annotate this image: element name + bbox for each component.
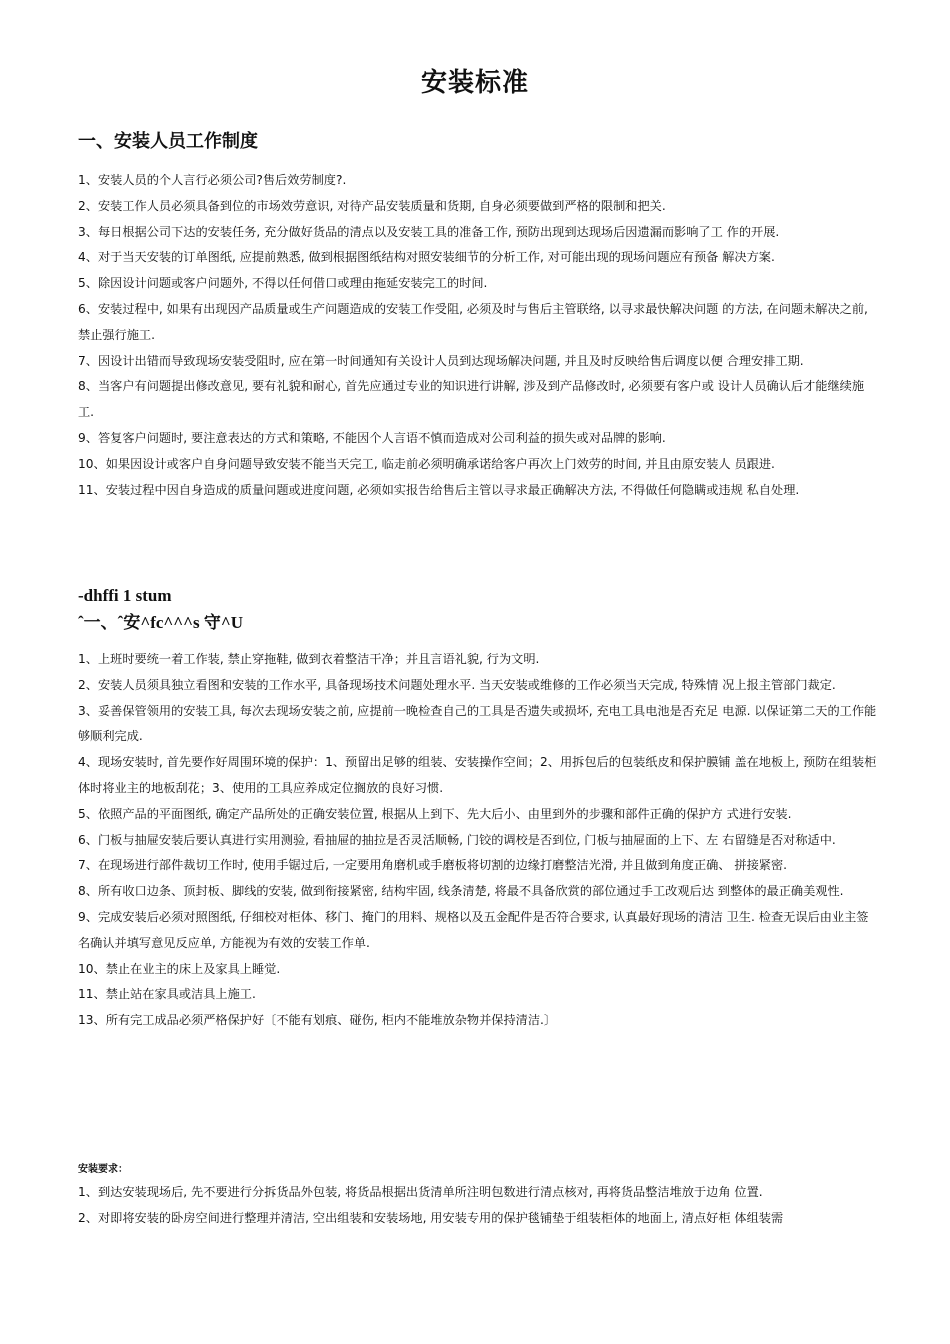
list-item: 3、妥善保管领用的安装工具, 每次去现场安装之前, 应提前一晚检查自己的工具是否遗失或损坏, 充电工具电池是否充足 电源. 以保证第二天的工作能够顺利完成. bbox=[78, 703, 877, 744]
list-item: 8、当客户有问题提出修改意见, 要有礼貌和耐心, 首先应通过专业的知识进行讲解, 涉及到产品修改时, 必须要有客户或 设计人员确认后才能继续施工. bbox=[78, 379, 865, 420]
list-item: 9、完成安装后必须对照图纸, 仔细校对柜体、移门、掩门的用料、规格以及五金配件是否符合要求, 认真最好现场的清洁 卫生. 检查无误后由业主签名确认并填写意见反应单, 方能视为有效的安装工作单. bbox=[78, 909, 869, 950]
list-item: 13、所有完工成品必须严格保护好〔不能有划痕、碰伤, 柜内不能堆放杂物并保持清洁.〕 bbox=[78, 1013, 557, 1028]
list-item: 10、如果因设计或客户自身问题导致安装不能当天完工, 临走前必须明确承诺给客户再次上门效劳的时间, 并且由原安装人 员跟进. bbox=[78, 456, 775, 471]
list-item: 4、对于当天安装的订单图纸, 应提前熟悉, 做到根据图纸结构对照安装细节的分析工作, 对可能出现的现场问题应有预备 解决方案. bbox=[78, 250, 775, 265]
section-1-heading: 一、安装人员工作制度 bbox=[78, 131, 258, 152]
list-item: 1、到达安装现场后, 先不要进行分拆货品外包装, 将货品根据出货清单所注明包数进行清点核对, 再将货品整洁堆放于边角 位置. bbox=[78, 1185, 763, 1199]
list-item: 5、除因设计问题或客户问题外, 不得以任何借口或理由拖延安装完工的时间. bbox=[78, 276, 488, 291]
list-item: 11、安装过程中因自身造成的质量问题或进度问题, 必须如实报告给售后主管以寻求最正确解决方法, 不得做任何隐瞒或违规 私自处理. bbox=[78, 482, 800, 497]
section-3-heading: 安装要求： bbox=[78, 1164, 128, 1175]
list-item: 2、对即将安装的卧房空间进行整理并清洁, 空出组装和安装场地, 用安装专用的保护毯铺垫于组装柜体的地面上, 清点好柜 体组装需 bbox=[78, 1210, 784, 1225]
list-item: 5、依照产品的平面图纸, 确定产品所处的正确安装位置, 根据从上到下、先大后小、由里到外的步骤和部件正确的保护方 式进行安装. bbox=[78, 806, 792, 821]
list-item: 2、安装人员须具独立看图和安装的工作水平, 具备现场技术问题处理水平. 当天安装或维修的工作必须当天完成, 特殊情 况上报主管部门裁定. bbox=[78, 677, 836, 692]
list-item: 7、因设计出错而导致现场安装受阻时, 应在第一时间通知有关设计人员到达现场解决问题, 并且及时反映给售后调度以便 合理安排工期. bbox=[78, 353, 804, 368]
list-item: 9、答复客户问题时, 要注意表达的方式和策略, 不能因个人言语不慎而造成对公司利益的损失或对品牌的影响. bbox=[78, 430, 666, 445]
list-item: 1、安装人员的个人言行必须公司?售后效劳制度?. bbox=[78, 173, 347, 187]
section-2-heading-line-1: -dhffi 1 stum bbox=[78, 586, 172, 605]
list-item: 2、安装工作人员必须具备到位的市场效劳意识, 对待产品安装质量和货期, 自身必须要做到严格的限制和把关. bbox=[78, 198, 666, 213]
list-item: 11、禁止站在家具或洁具上施工. bbox=[78, 987, 256, 1002]
list-item: 6、安装过程中, 如果有出现因产品质量或生产问题造成的安装工作受阻, 必须及时与售后主管联络, 以寻求最快解决问题 的方法, 在问题未解决之前, 禁止强行施工. bbox=[78, 301, 868, 342]
document-title: 安装标准 bbox=[420, 68, 529, 98]
list-item: 7、在现场进行部件裁切工作时, 使用手锯过后, 一定要用角磨机或手磨板将切割的边缘打磨整洁光滑, 并且做到角度正确、 拼接紧密. bbox=[78, 858, 788, 873]
list-item: 4、现场安装时, 首先要作好周围环境的保护：1、预留出足够的组装、安装操作空间；2、用拆包后的包装纸皮和保护膜铺 盖在地板上, 预防在组装柜体时将业主的地板刮花；3、使用的工具应养成定位搁放的良好习惯. bbox=[78, 755, 877, 795]
list-item: 1、上班时要统一着工作装, 禁止穿拖鞋, 做到衣着整洁干净；并且言语礼貌, 行为文明. bbox=[78, 652, 540, 666]
section-2-list bbox=[78, 647, 880, 1034]
section-3-list bbox=[78, 1180, 880, 1232]
section-2-heading-line-2: ˆ一、ˆ安^fc^^^s 守^U bbox=[78, 613, 244, 632]
list-item: 3、每日根据公司下达的安装任务, 充分做好货品的清点以及安装工具的准备工作, 预防出现到达现场后因遗漏而影响了工 作的开展. bbox=[78, 224, 780, 239]
section-1-list bbox=[78, 168, 880, 503]
list-item: 10、禁止在业主的床上及家具上睡觉. bbox=[78, 961, 281, 976]
list-item: 8、所有收口边条、顶封板、脚线的安装, 做到衔接紧密, 结构牢固, 线条清楚, 将最不具备欣赏的部位通过手工改观后达 到整体的最正确美观性. bbox=[78, 884, 844, 899]
list-item: 6、门板与抽屉安装后要认真进行实用测验, 看抽屉的抽拉是否灵活顺畅, 门铰的调校是否到位, 门板与抽屉面的上下、左 右留缝是否对称适中. bbox=[78, 832, 836, 847]
